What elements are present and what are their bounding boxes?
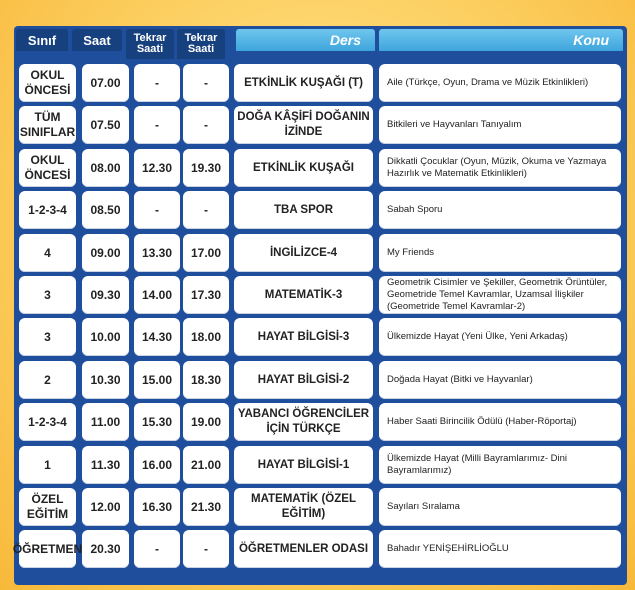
course-cell-text: İNGİLİZCE-4 — [269, 246, 338, 259]
class-cell-text: OKUL ÖNCESİ — [24, 68, 71, 97]
header-ders-label: Ders — [329, 32, 361, 48]
topic-cell-text: My Friends — [387, 247, 434, 258]
topic-cell-text: Sabah Sporu — [387, 204, 443, 215]
repeat-time-1-cell-text: 13.30 — [141, 246, 173, 260]
time-cell-text: 11.00 — [90, 415, 121, 429]
time-cell-text: 09.00 — [90, 246, 121, 260]
class-cell — [19, 191, 76, 229]
repeat-time-1-cell — [134, 106, 180, 144]
topic-cell-text: Bahadır YENİŞEHİRLİOĞLU — [387, 543, 509, 554]
course-cell-text: HAYAT BİLGİSİ-3 — [257, 330, 350, 343]
topic-cell — [379, 530, 621, 568]
repeat-time-1-cell-text: 16.30 — [141, 500, 173, 514]
class-cell-text: 1 — [44, 457, 51, 472]
time-cell-text: 08.50 — [90, 203, 121, 217]
topic-cell-text: Doğada Hayat (Bitki ve Hayvanlar) — [387, 374, 533, 385]
repeat-time-1-cell-text: 14.00 — [141, 288, 173, 302]
time-cell — [82, 403, 129, 441]
repeat-time-2-cell-text: - — [204, 118, 208, 132]
course-cell — [234, 446, 373, 484]
time-cell-text: 12.00 — [90, 500, 121, 514]
repeat-time-2-cell — [183, 488, 229, 526]
class-cell-text: 1-2-3-4 — [28, 202, 67, 217]
course-cell-text: HAYAT BİLGİSİ-2 — [257, 373, 350, 386]
topic-cell — [379, 488, 621, 526]
repeat-time-2-cell-text: 19.00 — [190, 415, 222, 429]
topic-cell-text: Sayıları Sıralama — [387, 501, 460, 512]
repeat-time-2-cell — [183, 446, 229, 484]
class-cell — [19, 446, 76, 484]
topic-cell — [379, 234, 621, 272]
repeat-time-2-cell-text: - — [204, 76, 208, 90]
repeat-time-1-cell-text: - — [155, 76, 159, 90]
topic-cell — [379, 318, 621, 356]
time-cell-text: 07.00 — [90, 76, 121, 90]
repeat-time-1-cell — [134, 318, 180, 356]
header-saat — [72, 29, 122, 51]
repeat-time-1-cell-text: 15.30 — [141, 415, 173, 429]
class-cell-text: 3 — [44, 329, 51, 344]
topic-cell — [379, 446, 621, 484]
course-cell — [234, 276, 373, 314]
class-cell — [19, 488, 76, 526]
class-cell — [19, 106, 76, 144]
class-cell — [19, 276, 76, 314]
time-cell-text: 10.30 — [90, 373, 121, 387]
class-cell — [12, 530, 83, 568]
class-cell-text: ÖZEL EĞİTİM — [26, 492, 69, 521]
class-cell-text: OKUL ÖNCESİ — [24, 153, 71, 182]
repeat-time-1-cell-text: 16.00 — [141, 458, 173, 472]
course-cell-text: YABANCI ÖĞRENCİLER İÇİN TÜRKÇE — [237, 408, 370, 435]
class-cell — [19, 318, 76, 356]
time-cell — [82, 446, 129, 484]
repeat-time-1-cell — [134, 446, 180, 484]
time-cell — [82, 530, 129, 568]
header-konu-label: Konu — [573, 32, 609, 48]
course-cell-text: ETKİNLİK KUŞAĞI — [253, 161, 354, 174]
repeat-time-2-cell-text: 19.30 — [190, 161, 222, 175]
header-konu — [379, 29, 623, 51]
header-tekrar-2-label: Tekrar Saati — [184, 32, 218, 55]
repeat-time-2-cell-text: 18.30 — [190, 373, 222, 387]
topic-cell-text: Dikkatli Çocuklar (Oyun, Müzik, Okuma ve Yazmaya Hazırlık ve Matematik Etkinlikleri) — [387, 156, 607, 179]
course-cell-text: DOĞA KÂŞİFİ DOĞANIN İZİNDE — [237, 111, 370, 138]
repeat-time-2-cell — [183, 403, 229, 441]
time-cell-text: 08.00 — [90, 161, 121, 175]
time-cell — [82, 488, 129, 526]
repeat-time-2-cell-text: - — [204, 542, 208, 556]
topic-cell-text: Aile (Türkçe, Oyun, Drama ve Müzik Etkinlikleri) — [387, 77, 589, 88]
repeat-time-1-cell — [134, 149, 180, 187]
repeat-time-1-cell-text: - — [155, 542, 159, 556]
time-cell — [82, 106, 129, 144]
header-sinif-label: Sınıf — [27, 32, 57, 48]
repeat-time-2-cell — [183, 318, 229, 356]
course-cell — [234, 530, 373, 568]
time-cell — [82, 234, 129, 272]
topic-cell-text: Ülkemizde Hayat (Yeni Ülke, Yeni Arkadaş) — [387, 331, 568, 342]
topic-cell — [379, 106, 621, 144]
course-cell — [234, 191, 373, 229]
course-cell — [234, 318, 373, 356]
course-cell-text: TBA SPOR — [274, 203, 333, 216]
topic-cell-text: Bitkileri ve Hayvanları Tanıyalım — [387, 119, 522, 130]
class-cell-text: TÜM SINIFLAR — [19, 110, 76, 139]
repeat-time-1-cell — [134, 361, 180, 399]
time-cell-text: 10.00 — [90, 330, 121, 344]
repeat-time-2-cell-text: 17.00 — [190, 246, 222, 260]
repeat-time-2-cell-text: - — [204, 203, 208, 217]
class-cell — [19, 64, 76, 102]
time-cell-text: 09.30 — [90, 288, 121, 302]
class-cell — [19, 403, 76, 441]
repeat-time-1-cell-text: - — [155, 203, 159, 217]
header-sinif — [16, 29, 68, 51]
topic-cell — [379, 361, 621, 399]
time-cell — [82, 318, 129, 356]
topic-cell — [379, 403, 621, 441]
class-cell — [19, 149, 76, 187]
repeat-time-2-cell-text: 21.00 — [190, 458, 222, 472]
repeat-time-1-cell-text: - — [155, 118, 159, 132]
time-cell-text: 07.50 — [90, 118, 121, 132]
topic-cell — [379, 191, 621, 229]
repeat-time-2-cell — [183, 361, 229, 399]
time-cell-text: 11.30 — [90, 458, 121, 472]
repeat-time-1-cell — [134, 234, 180, 272]
repeat-time-1-cell — [134, 191, 180, 229]
class-cell-text: 3 — [44, 287, 51, 302]
repeat-time-2-cell — [183, 530, 229, 568]
course-cell — [234, 106, 373, 144]
class-cell — [19, 234, 76, 272]
topic-cell — [379, 149, 621, 187]
topic-cell — [379, 64, 621, 102]
repeat-time-2-cell — [183, 64, 229, 102]
course-cell — [234, 403, 373, 441]
topic-cell-text: Geometrik Cisimler ve Şekiller, Geometrik Örüntüler, Geometride Temel Kavramlar, Uzamsal İlişkiler (Geometride Temel Kavramlar-2) — [387, 277, 608, 312]
class-cell-text: ÖĞRETMEN — [12, 541, 83, 556]
course-cell-text: MATEMATİK-3 — [264, 288, 343, 301]
topic-cell — [379, 276, 621, 314]
course-cell — [234, 488, 373, 526]
time-cell — [82, 191, 129, 229]
header-tekrar-1-label: Tekrar Saati — [133, 32, 167, 55]
header-tekrar-1 — [126, 29, 174, 59]
time-cell — [82, 149, 129, 187]
time-cell — [82, 64, 129, 102]
time-cell-text: 20.30 — [90, 542, 121, 556]
topic-cell-text: Ülkemizde Hayat (Milli Bayramlarımız- Dini Bayramlarımız) — [387, 453, 567, 476]
repeat-time-2-cell — [183, 276, 229, 314]
class-cell-text: 2 — [44, 372, 51, 387]
repeat-time-2-cell — [183, 106, 229, 144]
course-cell — [234, 149, 373, 187]
repeat-time-2-cell — [183, 149, 229, 187]
header-ders — [236, 29, 375, 51]
class-cell-text: 4 — [44, 245, 51, 260]
course-cell-text: ÖĞRETMENLER ODASI — [238, 542, 369, 555]
course-cell — [234, 361, 373, 399]
repeat-time-2-cell-text: 21.30 — [190, 500, 222, 514]
course-cell-text: HAYAT BİLGİSİ-1 — [257, 458, 350, 471]
time-cell — [82, 276, 129, 314]
header-tekrar-2 — [177, 29, 225, 59]
repeat-time-1-cell — [134, 403, 180, 441]
header-saat-label: Saat — [83, 32, 111, 48]
course-cell — [234, 234, 373, 272]
course-cell-text: MATEMATİK (ÖZEL EĞİTİM) — [251, 493, 356, 520]
repeat-time-1-cell — [134, 64, 180, 102]
repeat-time-2-cell-text: 17.30 — [190, 288, 222, 302]
repeat-time-2-cell-text: 18.00 — [190, 330, 222, 344]
repeat-time-1-cell-text: 15.00 — [141, 373, 173, 387]
topic-cell-text: Haber Saati Birincilik Ödülü (Haber-Röportaj) — [387, 416, 577, 427]
course-cell — [234, 64, 373, 102]
repeat-time-1-cell-text: 12.30 — [141, 161, 173, 175]
repeat-time-1-cell-text: 14.30 — [141, 330, 173, 344]
class-cell — [19, 361, 76, 399]
repeat-time-2-cell — [183, 191, 229, 229]
repeat-time-1-cell — [134, 488, 180, 526]
class-cell-text: 1-2-3-4 — [28, 414, 67, 429]
repeat-time-2-cell — [183, 234, 229, 272]
course-cell-text: ETKİNLİK KUŞAĞI (T) — [244, 76, 363, 89]
repeat-time-1-cell — [134, 276, 180, 314]
time-cell — [82, 361, 129, 399]
repeat-time-1-cell — [134, 530, 180, 568]
